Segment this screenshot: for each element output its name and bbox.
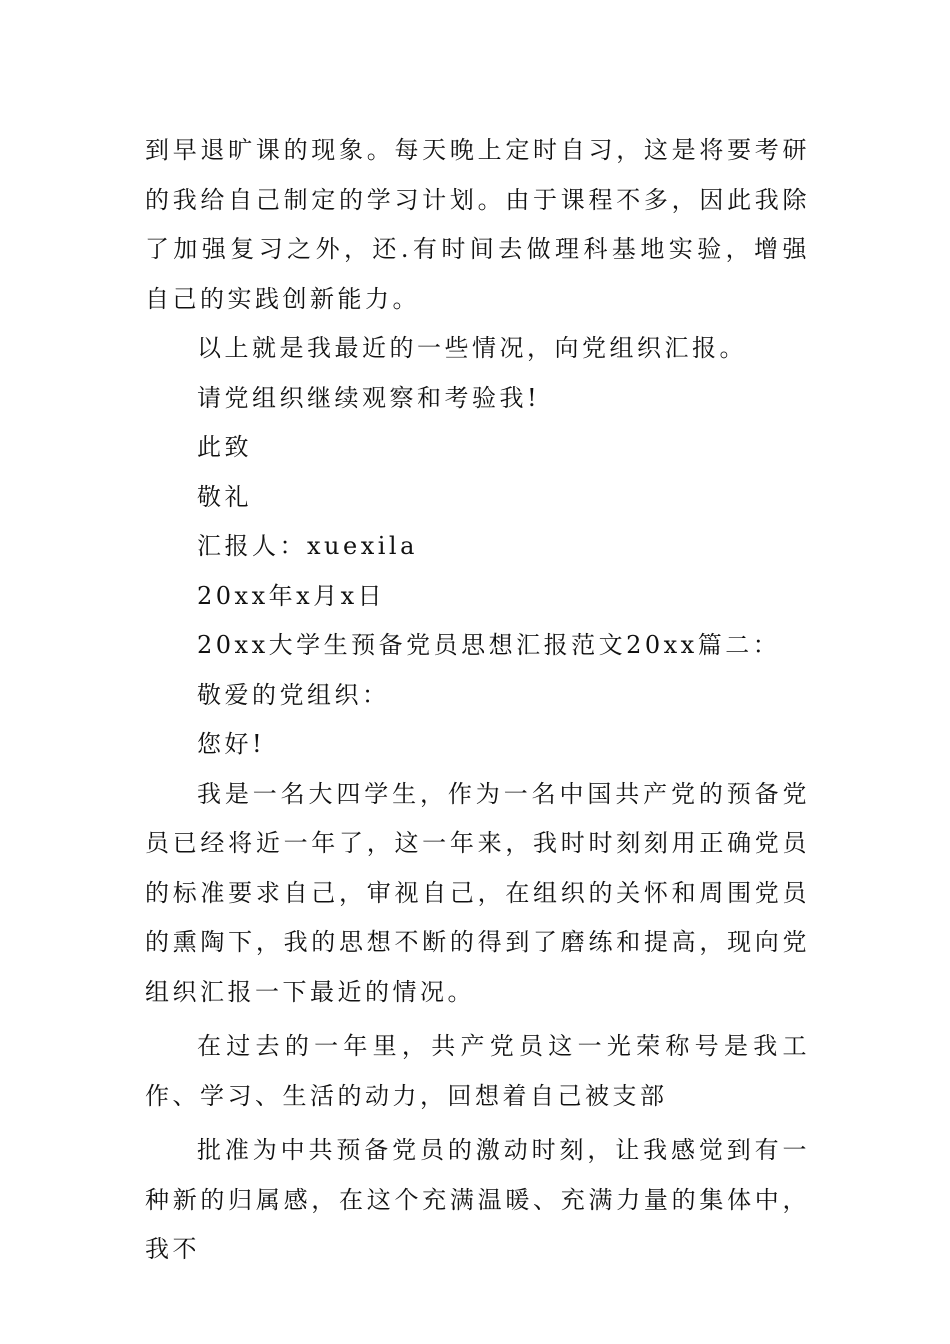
document-body	[145, 126, 810, 1275]
date-line: 20xx年x月x日	[197, 581, 386, 610]
paragraph-request: 请党组织继续观察和考验我!	[197, 383, 541, 412]
greeting-addressee: 敬爱的党组织：	[197, 680, 390, 709]
paragraph-past-year: 在过去的一年里，共产党员这一光荣称号是我工作、学习、生活的动力，回想着自己被支部	[145, 1032, 810, 1110]
closing-regards: 敬礼	[197, 482, 252, 511]
paragraph-summary: 以上就是我最近的一些情况，向党组织汇报。	[197, 334, 747, 362]
greeting-hello: 您好!	[197, 730, 266, 758]
closing-salutation: 此致	[197, 433, 252, 461]
section-heading: 20xx大学生预备党员思想汇报范文20xx篇二：	[197, 631, 781, 659]
paragraph-intro: 我是一名大四学生，作为一名中国共产党的预备党员已经将近一年了，这一年来，我时时刻刻用正确党员的标准要求自己，审视自己，在组织的关怀和周围党员的熏陶下，我的思想不断的得到了磨练和提高，现向党组织汇报一下最近的情况。	[145, 779, 810, 1006]
paragraph-approval: 批准为中共预备党员的激动时刻，让我感觉到有一种新的归属感，在这个充满温暖、充满力量的集体中，我不	[145, 1136, 810, 1263]
reporter-line: 汇报人：xuexila	[197, 532, 418, 560]
paragraph-continuation: 到早退旷课的现象。每天晚上定时自习，这是将要考研的我给自己制定的学习计划。由于课程不多，因此我除了加强复习之外，还.有时间去做理科基地实验，增强自己的实践创新能力。	[145, 136, 810, 313]
